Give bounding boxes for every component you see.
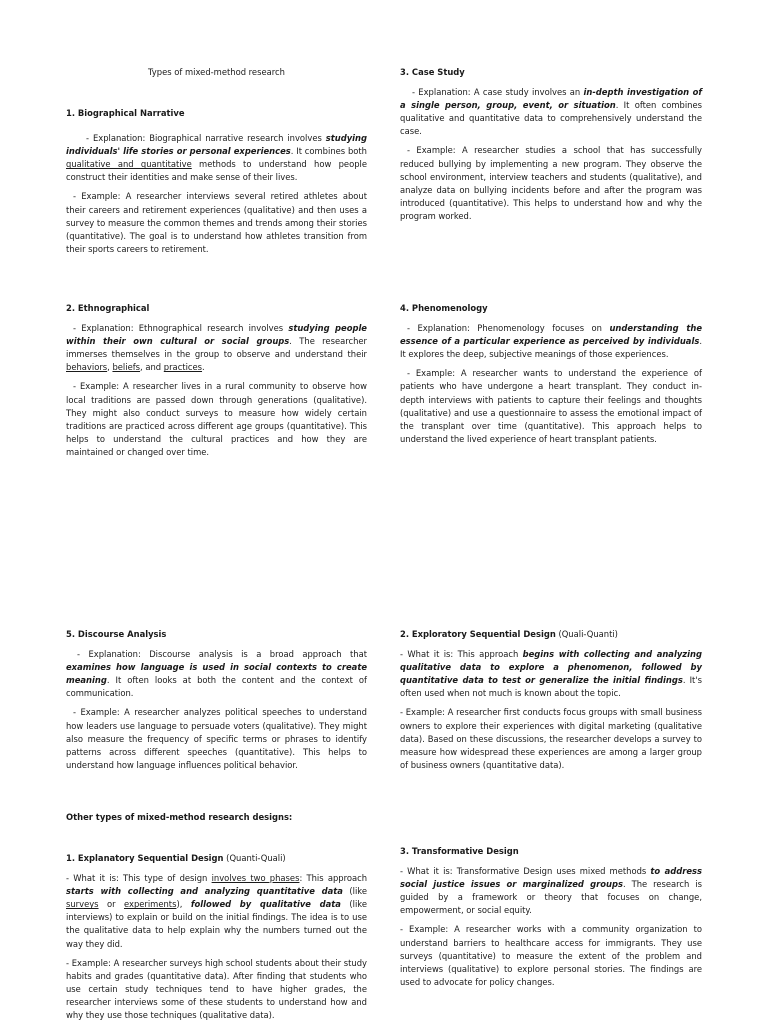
what-it-is-paragraph: - What it is: This type of design involves two phases: This approach starts with collecting and analyzing quantitative data (like surveys or experiments), followed by qualitative data (like interviews) to explain or build on the initial findings. The idea is to use the qualitative data to help explain why the numbers turned out the way they did. (66, 873, 368, 949)
explanation-paragraph: - Explanation: Biographical narrative research involves studying individuals' life stories or personal experiences. It combines both qualitative and quantitative methods to understand how people construct their identities and make sense of their lives. (66, 133, 367, 183)
section-discourse-analysis (66, 628, 367, 772)
explanation-paragraph: - Explanation: Discourse analysis is a broad approach that examines how language is used in social contexts to create meaning. It often looks at both the content and the context of communication. (66, 649, 367, 699)
section-explanatory-sequential-design (66, 852, 367, 1022)
example-paragraph: - Example: A researcher wants to understand the experience of patients who have undergone a heart transplant. They conduct in-depth interviews with patients to capture their feelings and thoughts (qualitative) and use a questionnaire to assess the emotional impact of the transplant over time (quantitative). This approach helps to understand the lived experience of heart transplant patients. (400, 368, 702, 444)
explanation-paragraph: - Explanation: A case study involves an in-depth investigation of a single person, group, event, or situation. It often combines qualitative and quantitative data to comprehensively understand the case. (400, 87, 702, 137)
what-it-is-paragraph: - What it is: Transformative Design uses mixed methods to address social justice issues or marginalized groups. The research is guided by a framework or theory that focuses on change, empowerment, or social equity. (400, 866, 702, 916)
section-heading: 4. Phenomenology (400, 303, 488, 313)
section-ethnographical (66, 302, 367, 459)
example-paragraph: - Example: A researcher interviews several retired athletes about their careers and retirement experiences (qualitative) and then uses a survey to measure the common themes and trends among their stories (quantitative). The goal is to understand how athletes transition from their sports careers to retirement. (66, 191, 367, 254)
section-transformative-design (400, 845, 702, 989)
other-types-heading: Other types of mixed-method research designs: (66, 812, 293, 822)
example-paragraph: - Example: A researcher works with a community organization to understand barriers to healthcare access for immigrants. They use surveys (quantitative) to measure the extent of the problem and interviews (qualitative) to explore personal stories. The findings are used to advocate for policy changes. (400, 924, 702, 987)
section-heading: 2. Ethnographical (66, 303, 150, 313)
example-paragraph: - Example: A researcher analyzes political speeches to understand how leaders use language to persuade voters (qualitative). They might also measure the frequency of specific terms or phrases to identify patterns across different speeches (quantitative). This helps to understand how language influences political behavior. (66, 707, 367, 770)
example-paragraph: - Example: A researcher lives in a rural community to observe how local traditions are passed down through generations (qualitative). They might also conduct surveys to measure how widely certain traditions are practiced across different age groups (quantitative). This helps to understand the cultural practices and how they are maintained or changed over time. (66, 381, 367, 457)
example-paragraph: - Example: A researcher studies a school that has successfully reduced bullying by implementing a new program. They observe the school environment, interview teachers and students (qualitative), and analyze data on bullying incidents before and after the program was introduced (quantitative). This helps to understand how and why the program worked. (400, 145, 702, 221)
page-title: Types of mixed-method research (148, 67, 285, 77)
what-it-is-paragraph: - What it is: This approach begins with collecting and analyzing qualitative data to explore a phenomenon, followed by quantitative data to test or generalize the initial findings. It's often used when not much is known about the topic. (400, 649, 702, 699)
example-paragraph: - Example: A researcher first conducts focus groups with small business owners to explore their experiences with digital marketing (qualitative data). Based on these discussions, the researcher develops a survey to measure how widespread these experiences are among a larger group of business owners (quantitative data). (400, 707, 702, 770)
section-heading: 5. Discourse Analysis (66, 629, 167, 639)
section-heading: 3. Case Study (400, 67, 465, 77)
explanation-paragraph: - Explanation: Phenomenology focuses on understanding the essence of a particular experience as perceived by individuals. It explores the deep, subjective meanings of those experiences. (400, 323, 703, 360)
section-heading: 1. Explanatory Sequential Design (Quanti-Quali) (66, 853, 286, 863)
section-phenomenology (400, 302, 702, 446)
example-paragraph: - Example: A researcher surveys high school students about their study habits and grades (quantitative data). After finding that students who use certain study techniques tend to have higher grades, the researcher interviews some of these students to understand how and why they use those techniques (qualitative data). (66, 957, 367, 1021)
section-biographical-narrative (66, 107, 367, 256)
section-heading: 1. Biographical Narrative (66, 108, 185, 118)
section-heading: 2. Exploratory Sequential Design (Quali-Quanti) (400, 629, 618, 639)
section-case-study (400, 66, 702, 223)
section-exploratory-sequential-design (400, 628, 702, 772)
explanation-paragraph: - Explanation: Ethnographical research involves studying people within their own cultural or social groups. The researcher immerses themselves in the group to observe and understand their behaviors, beliefs, and practices. (66, 323, 368, 373)
section-heading: 3. Transformative Design (400, 846, 519, 856)
